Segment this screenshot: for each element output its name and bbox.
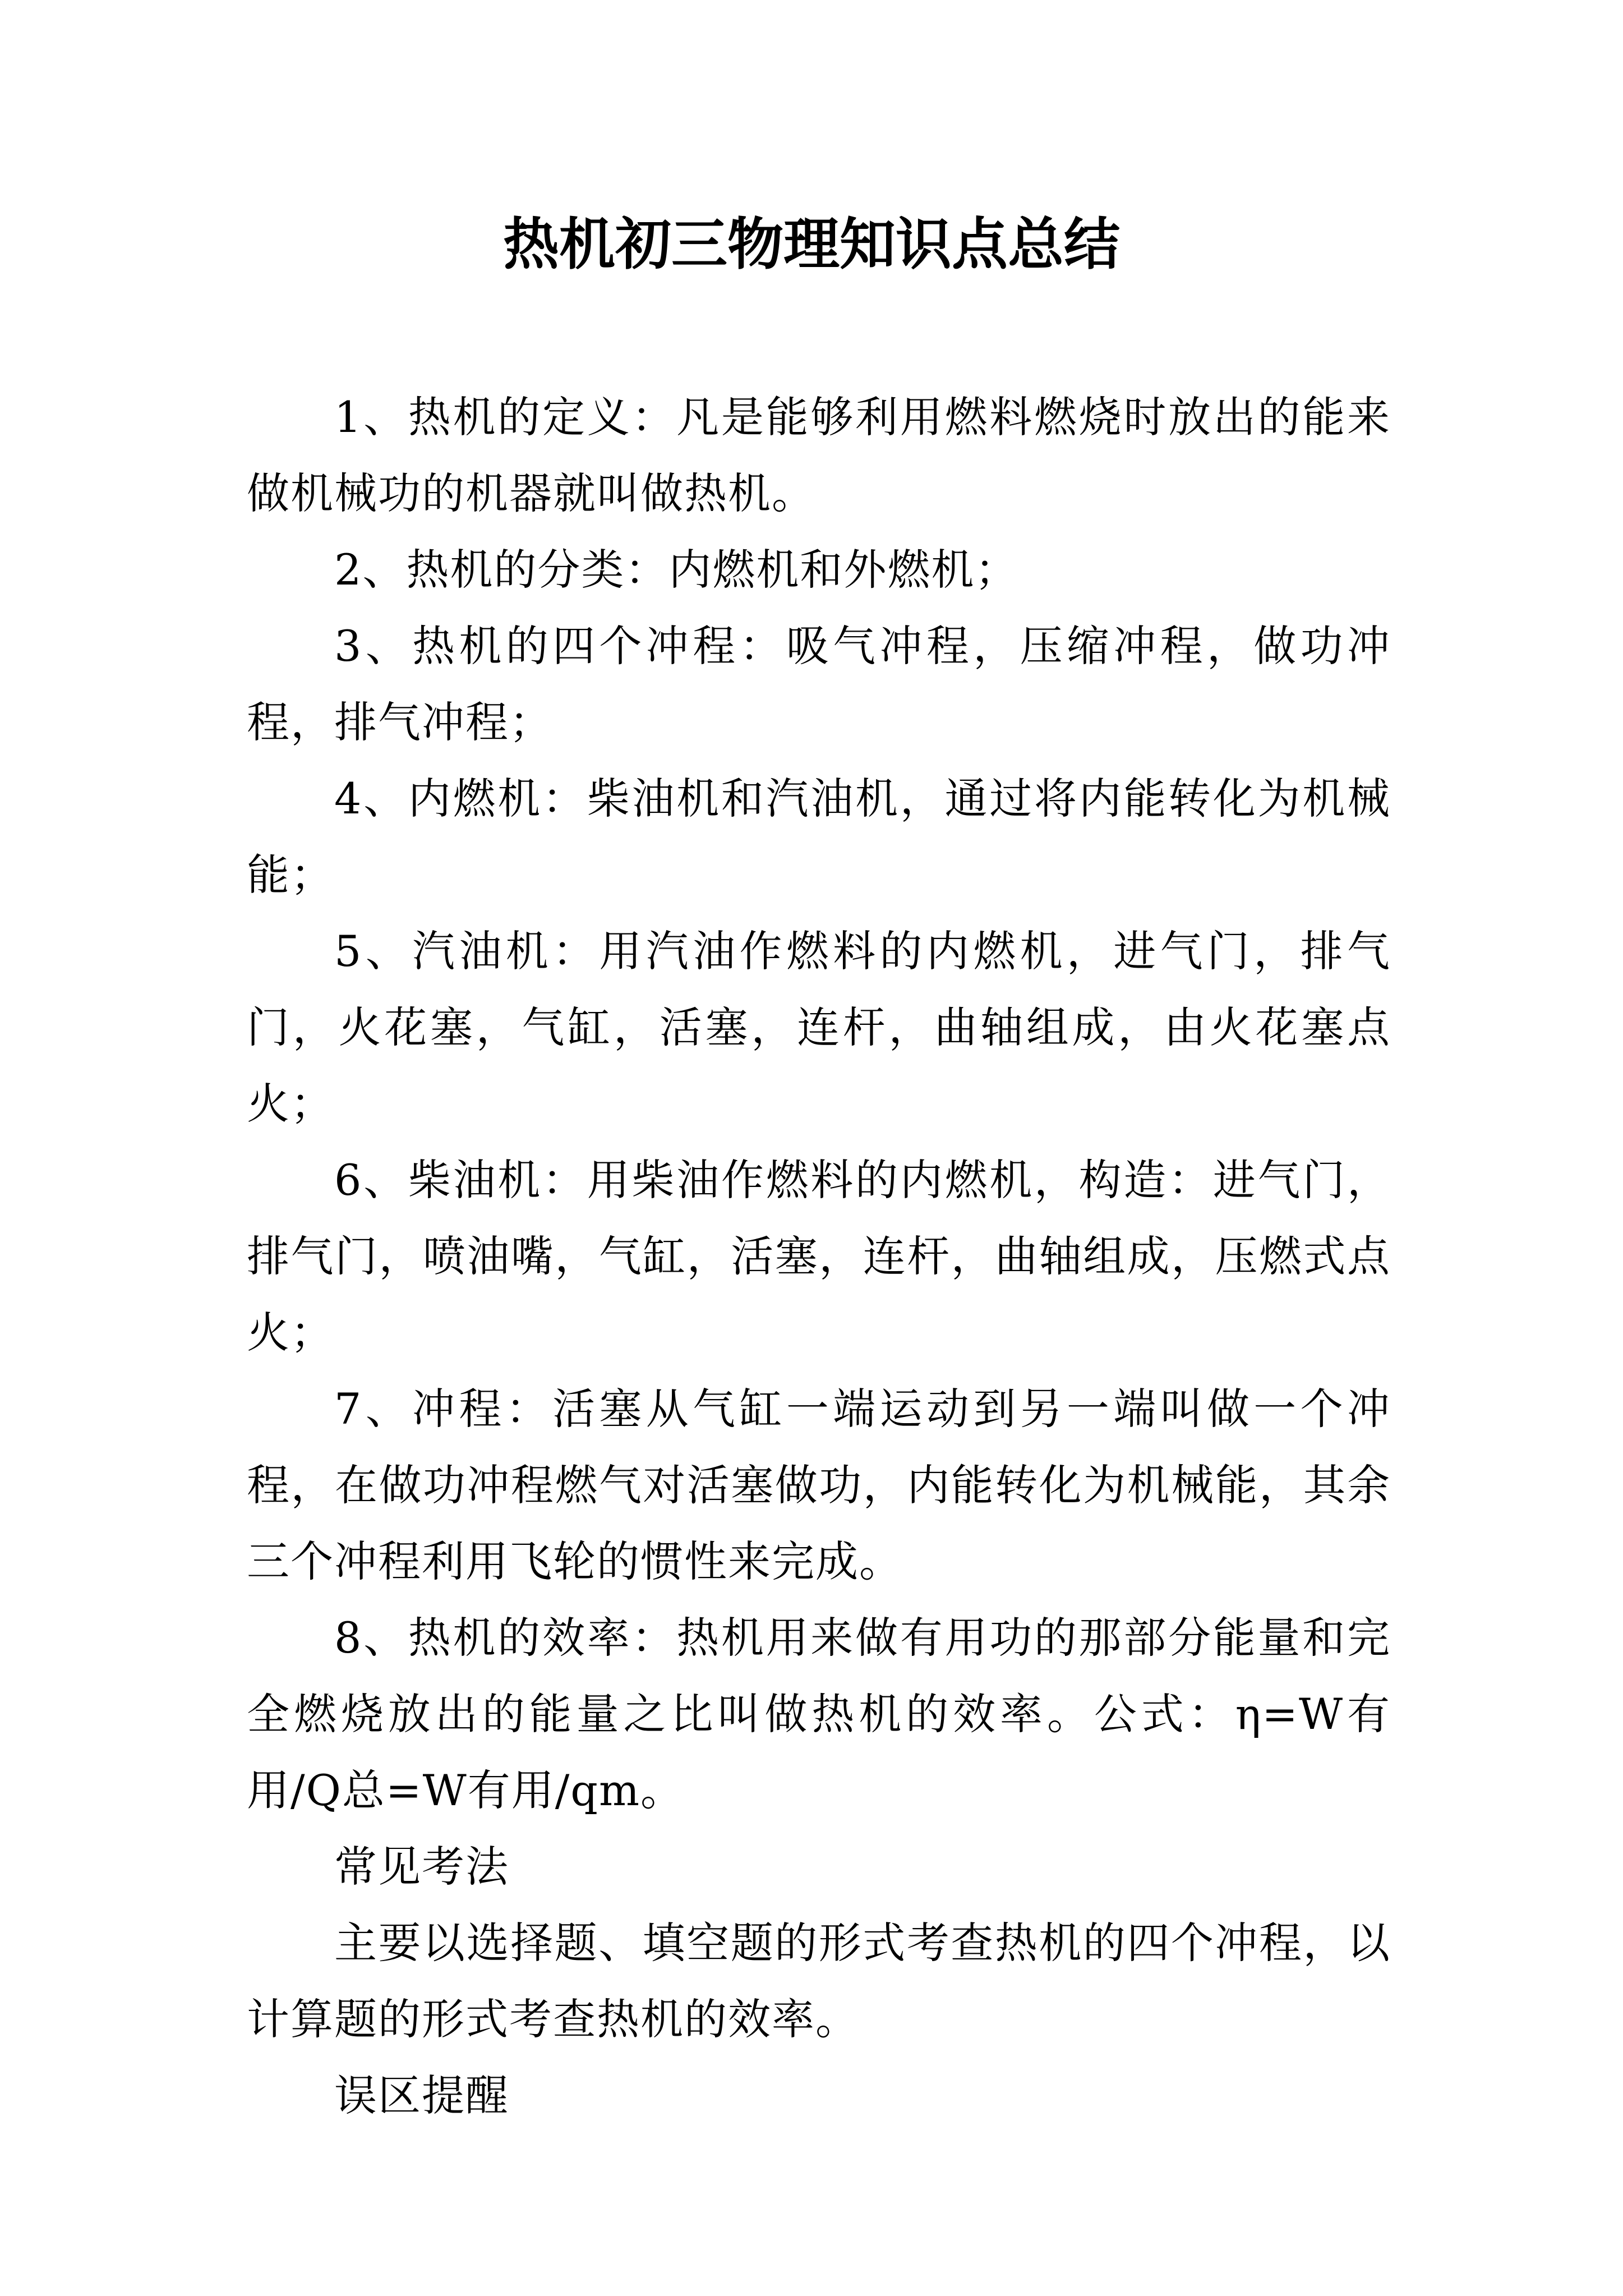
- paragraph-internal-combustion: 4、内燃机：柴油机和汽油机，通过将内能转化为机械能；: [247, 774, 1391, 900]
- paragraph-definition: 1、热机的定义：凡是能够利用燃料燃烧时放出的能来做机械功的机器就叫做热机。: [247, 392, 1391, 518]
- section-heading-misconceptions: 误区提醒: [334, 2070, 509, 2120]
- paragraph-stroke: 7、冲程：活塞从气缸一端运动到另一端叫做一个冲程，在做功冲程燃气对活塞做功，内能转化为机械能，其余三个冲程利用飞轮的惯性来完成。: [247, 1384, 1391, 1586]
- paragraph-diesel-engine: 6、柴油机：用柴油作燃料的内燃机，构造：进气门，排气门，喷油嘴，气缸，活塞，连杆，曲轴组成，压燃式点火；: [247, 1155, 1391, 1358]
- section-heading-common-tests: 常见考法: [334, 1842, 509, 1892]
- paragraph-four-strokes: 3、热机的四个冲程：吸气冲程，压缩冲程，做功冲程，排气冲程；: [247, 621, 1391, 747]
- document-body: [247, 379, 1391, 2134]
- document-title: 热机初三物理知识点总结: [503, 211, 1120, 277]
- paragraph-common-tests: 主要以选择题、填空题的形式考查热机的四个冲程，以计算题的形式考查热机的效率。: [247, 1918, 1391, 2044]
- paragraph-classification: 2、热机的分类：内燃机和外燃机；: [334, 545, 1019, 595]
- paragraph-gasoline-engine: 5、汽油机：用汽油作燃料的内燃机，进气门，排气门，火花塞，气缸，活塞，连杆，曲轴组成，由火花塞点火；: [247, 926, 1391, 1129]
- paragraph-efficiency: 8、热机的效率：热机用来做有用功的那部分能量和完全燃烧放出的能量之比叫做热机的效率。公式：η=W有用/Q总=W有用/qm。: [247, 1613, 1391, 1815]
